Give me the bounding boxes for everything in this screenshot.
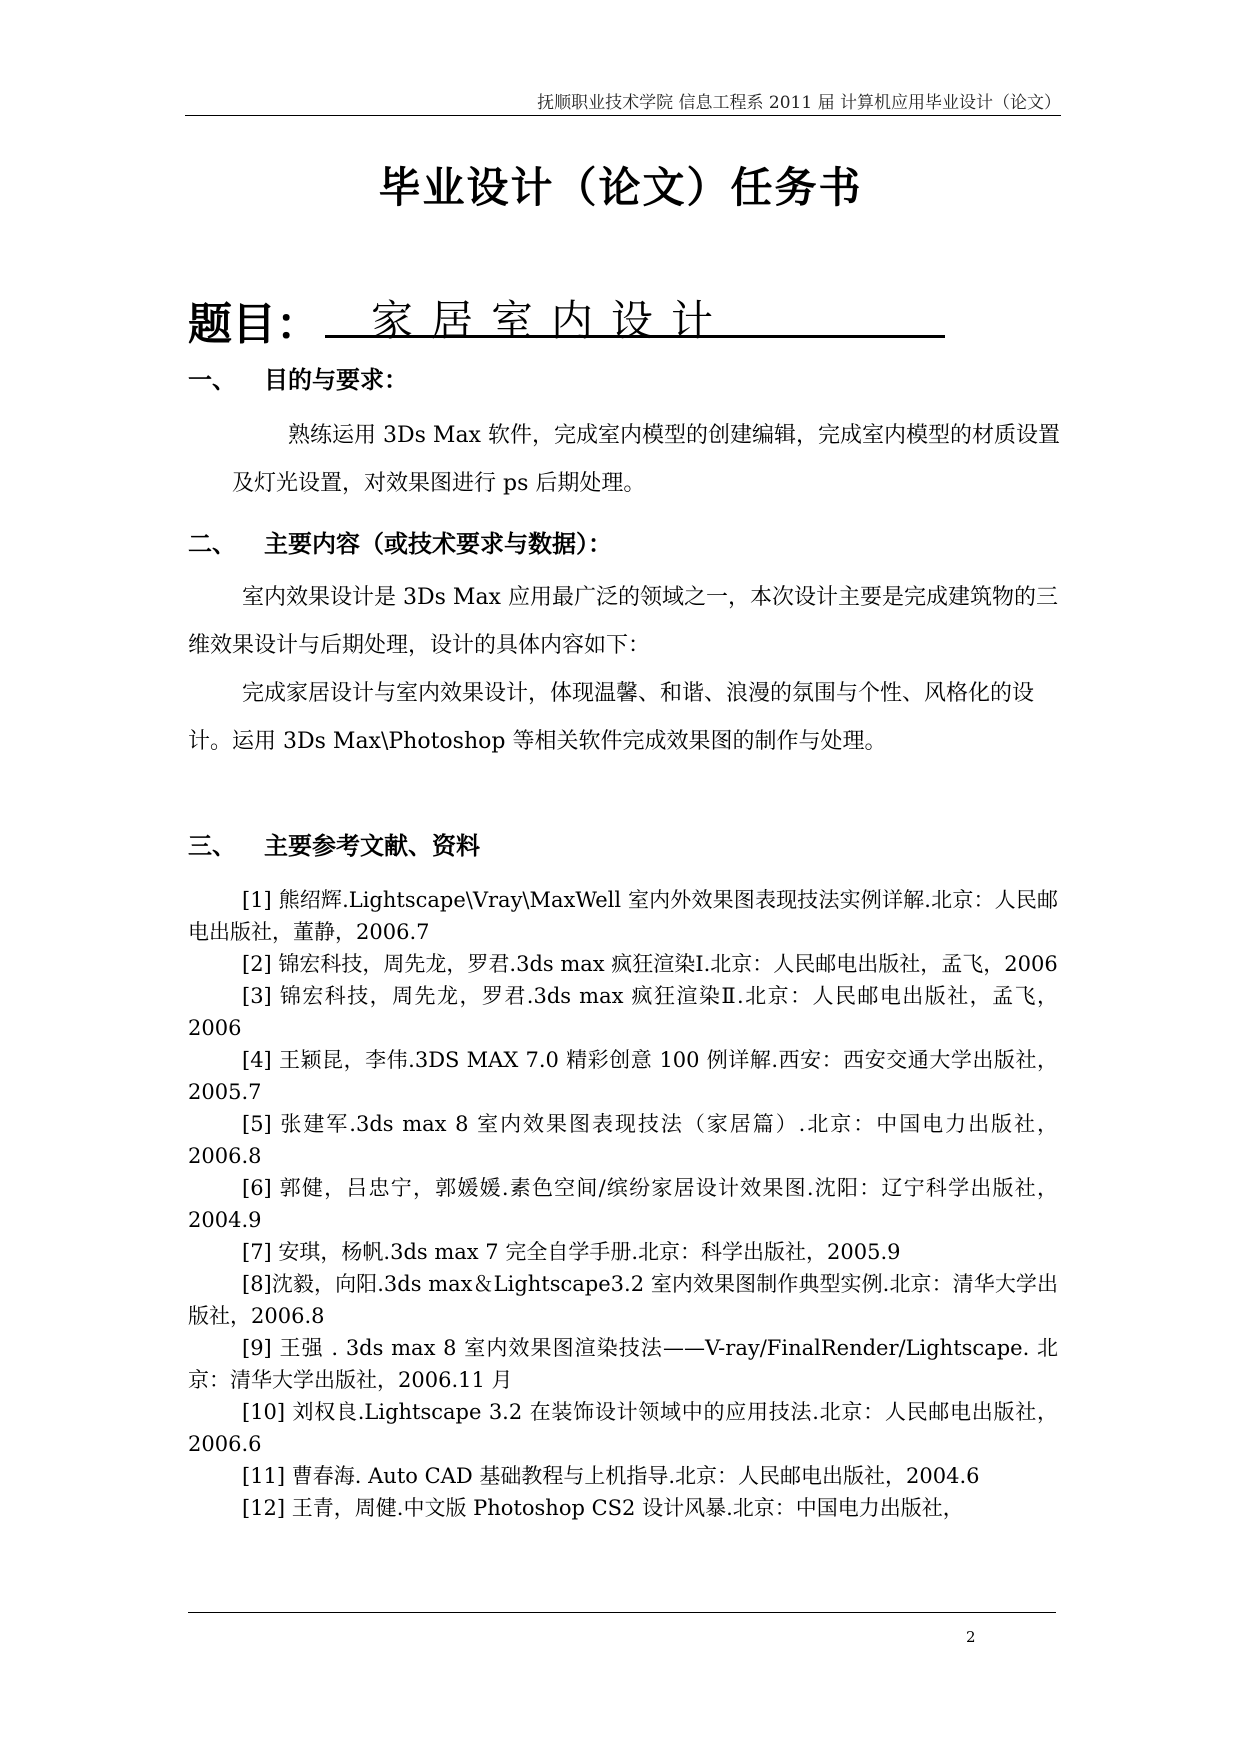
page-number: 2 [966,1628,976,1646]
topic-label: 题目： [188,299,320,350]
document-title: 毕业设计（论文）任务书 [378,163,863,212]
section-number: 三、 [188,832,236,860]
section-number: 一、 [188,366,236,394]
header-rule [185,115,1061,116]
topic-value: 家居室内设计 [325,288,945,338]
reference-item: [8]沈毅，向阳.3ds max＆Lightscape3.2 室内效果图制作典型实例.北京：清华大学出版社，2006.8 [188,1272,1058,1328]
section-number: 二、 [188,530,236,558]
reference-item: [1] 熊绍辉.Lightscape\Vray\MaxWell 室内外效果图表现技法实例详解.北京：人民邮电出版社，董静，2006.7 [188,888,1058,944]
section-title: 主要内容（或技术要求与数据）： [264,530,612,558]
reference-item: [3] 锦宏科技，周先龙，罗君.3ds max 疯狂渲染Ⅱ.北京：人民邮电出版社，孟飞，2006 [188,984,1058,1040]
section-1-heading [188,360,408,395]
footer-rule [188,1612,1056,1613]
section-1-text: 熟练运用 3Ds Max 软件，完成室内模型的创建编辑，完成室内模型的材质设置及灯光设置，对效果图进行 ps 后期处理。 [232,423,1060,496]
section-3-heading [188,826,480,861]
reference-item: [9] 王强 . 3ds max 8 室内效果图渲染技法——V-ray/FinalRender/Lightscape. 北京：清华大学出版社，2006.11 月 [188,1336,1058,1392]
reference-item: [6] 郭健，吕忠宁，郭媛媛.素色空间/缤纷家居设计效果图.沈阳：辽宁科学出版社，2004.9 [188,1176,1058,1232]
reference-item: [5] 张建军.3ds max 8 室内效果图表现技法（家居篇）.北京：中国电力出版社，2006.8 [188,1112,1058,1168]
section-2-paragraph-1: 室内效果设计是 3Ds Max 应用最广泛的领域之一，本次设计主要是完成建筑物的三维效果设计与后期处理，设计的具体内容如下： [188,585,1058,658]
section-title: 目的与要求： [264,366,408,394]
reference-item: [4] 王颖昆，李伟.3DS MAX 7.0 精彩创意 100 例详解.西安：西安交通大学出版社，2005.7 [188,1048,1058,1104]
section-title: 主要参考文献、资料 [264,832,480,860]
reference-item: [11] 曹春海. Auto CAD 基础教程与上机指导.北京：人民邮电出版社，2004.6 [242,1464,980,1488]
reference-item: [7] 安琪，杨帆.3ds max 7 完全自学手册.北京：科学出版社，2005.9 [242,1240,901,1264]
reference-item: [10] 刘权良.Lightscape 3.2 在装饰设计领域中的应用技法.北京：人民邮电出版社，2006.6 [188,1400,1058,1456]
reference-item: [2] 锦宏科技，周先龙，罗君.3ds max 疯狂渲染Ⅰ.北京：人民邮电出版社，孟飞，2006 [242,952,1058,976]
running-header: 抚顺职业技术学院 信息工程系 2011 届 计算机应用毕业设计（论文） [537,93,1061,113]
section-2-heading [188,524,612,559]
reference-list [188,884,1058,1524]
section-2-paragraph-2: 完成家居设计与室内效果设计，体现温馨、和谐、浪漫的氛围与个性、风格化的设计。运用 3Ds Max\Photoshop 等相关软件完成效果图的制作与处理。 [188,681,1035,754]
reference-item: [12] 王青，周健.中文版 Photoshop CS2 设计风暴.北京：中国电力出版社， [242,1496,964,1520]
